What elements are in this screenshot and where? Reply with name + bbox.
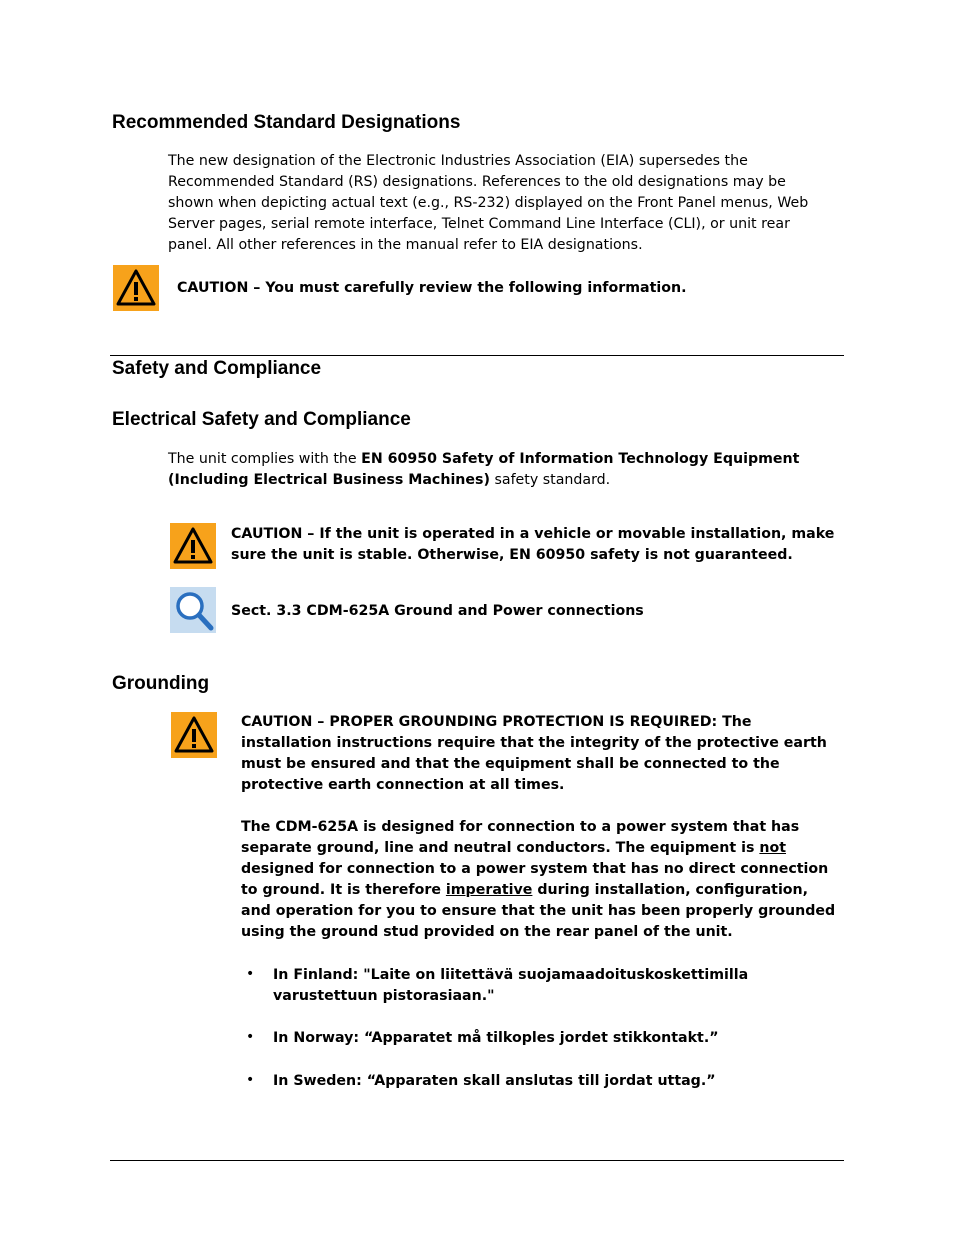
heading-recommended-standard-designations: Recommended Standard Designations bbox=[112, 112, 461, 133]
section-divider bbox=[110, 355, 844, 356]
list-item-sweden: In Sweden: “Apparaten skall anslutas till jordat uttag.” bbox=[273, 1073, 716, 1089]
heading-electrical-safety: Electrical Safety and Compliance bbox=[112, 409, 411, 430]
list-item-finland: In Finland: "Laite on liitettävä suojamaadoituskoskettimilla varustettuun pistorasiaan." bbox=[273, 967, 749, 1004]
heading-grounding: Grounding bbox=[112, 673, 210, 694]
paragraph-grounding-design: The CDM-625A is designed for connection to a power system that has separate ground, line and neutral conductors. The equipment is not designed for connection to a power system that has no direct connection to ground. It is therefore imperative during installation, configuration, and operation for you to ensure that the unit has been properly grounded using the ground stud provided on the rear panel of the unit. bbox=[241, 819, 836, 940]
caution-vehicle-installation: CAUTION – If the unit is operated in a vehicle or movable installation, make sure the unit is stable. Otherwise, EN 60950 safety is not guaranteed. bbox=[231, 526, 835, 563]
magnifier-icon bbox=[170, 587, 216, 633]
reference-sect-3-3: Sect. 3.3 CDM-625A Ground and Power connections bbox=[231, 603, 644, 619]
bullet-icon: • bbox=[246, 966, 255, 982]
bullet-icon: • bbox=[246, 1029, 255, 1045]
paragraph-en60950: The unit complies with the EN 60950 Safety of Information Technology Equipment (Including Electrical Business Machines) safety standard. bbox=[168, 451, 800, 488]
warning-triangle-icon bbox=[113, 265, 159, 311]
warning-triangle-icon bbox=[171, 712, 217, 758]
paragraph-eia-designations: The new designation of the Electronic Industries Association (EIA) supersedes the Recommended Standard (RS) designations. References to the old designations may be shown when depicting actual text (e.g., RS-232) displayed on the Front Panel menus, Web Server pages, serial remote interface, Telnet Command Line Interface (CLI), or unit rear panel. All other references in the manual refer to EIA designations. bbox=[168, 153, 809, 253]
caution-review-information: CAUTION – You must carefully review the following information. bbox=[177, 280, 687, 296]
caution-grounding-required: CAUTION – PROPER GROUNDING PROTECTION IS REQUIRED: The installation instructions require that the integrity of the protective earth must be ensured and that the equipment shall be connected to the protective earth connection at all times. bbox=[241, 714, 827, 793]
list-item-norway: In Norway: “Apparatet må tilkoples jordet stikkontakt.” bbox=[273, 1030, 719, 1046]
heading-safety-and-compliance: Safety and Compliance bbox=[112, 358, 322, 379]
warning-triangle-icon bbox=[170, 523, 216, 569]
bullet-icon: • bbox=[246, 1072, 255, 1088]
footer-divider bbox=[110, 1160, 844, 1161]
